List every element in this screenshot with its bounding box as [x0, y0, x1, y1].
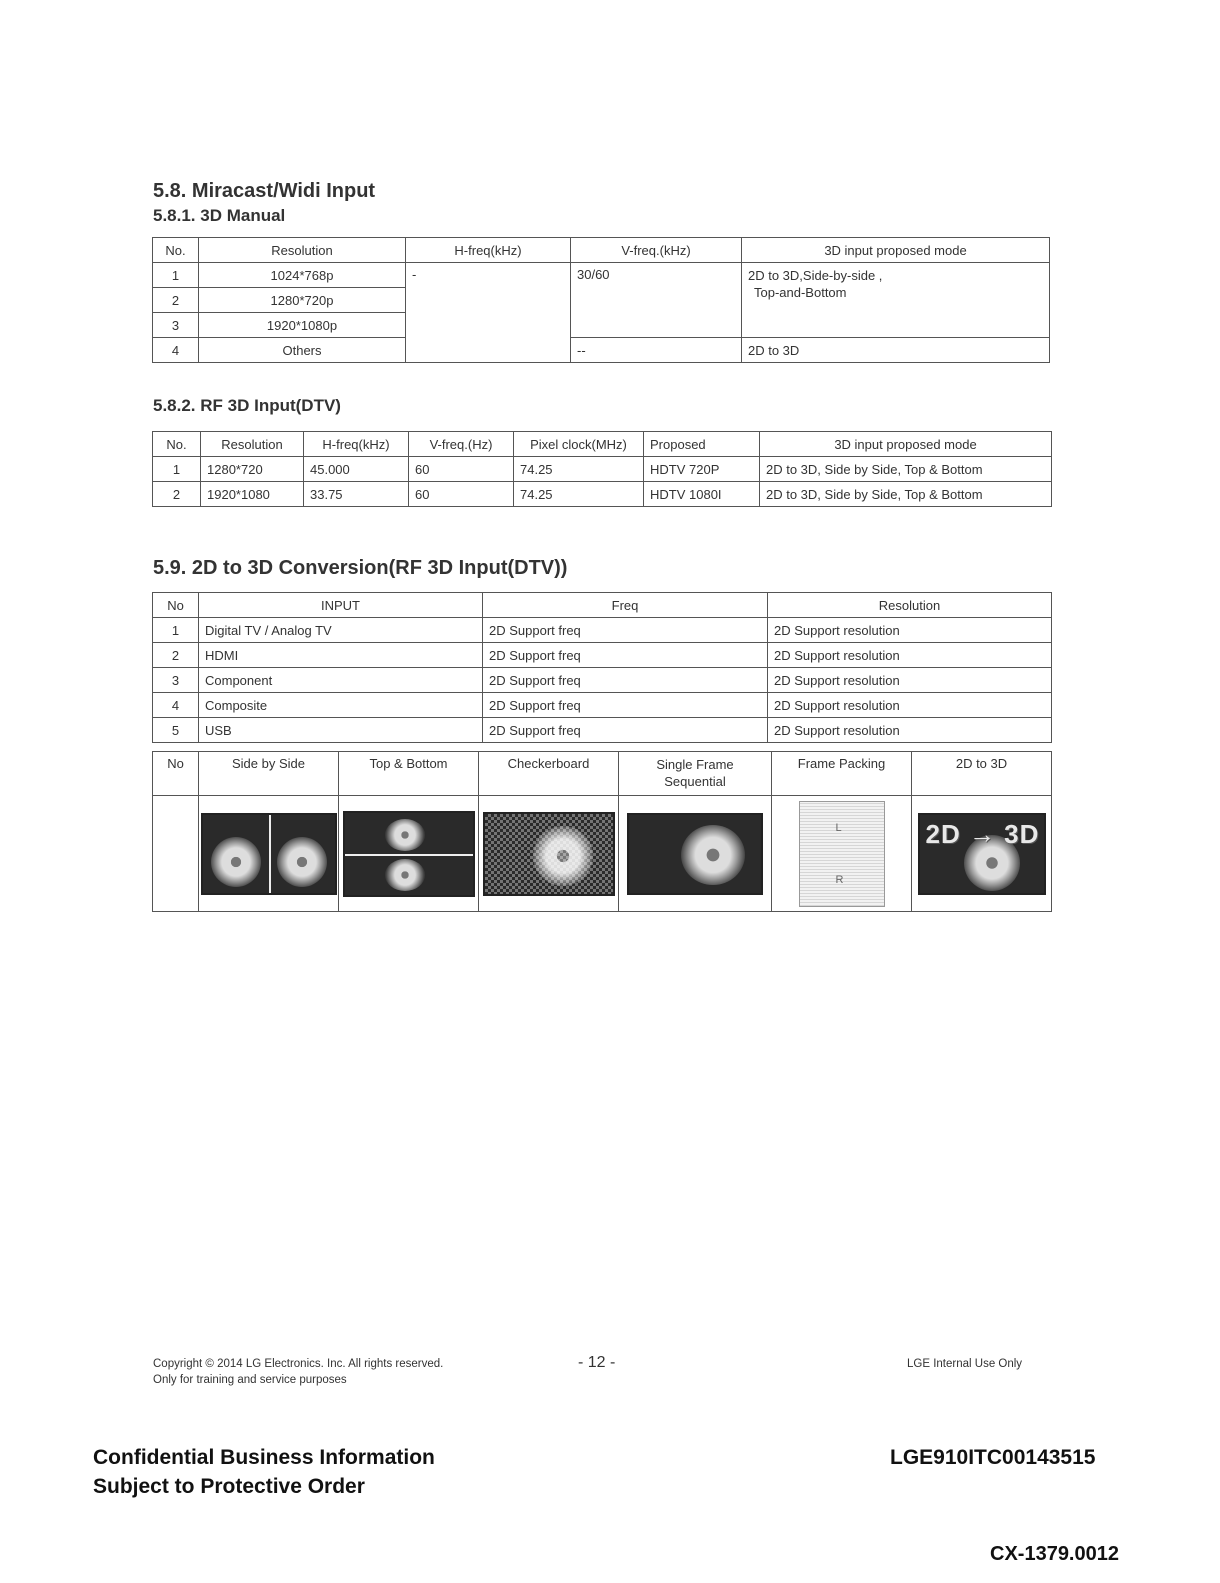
header-cell: 3D input proposed mode: [760, 432, 1052, 457]
frame-packing-left-label: L: [835, 821, 842, 834]
cell-resolution: 2D Support resolution: [768, 668, 1052, 693]
cell-pixel-clock: 74.25: [514, 482, 644, 507]
header-cell: Top & Bottom: [339, 752, 479, 796]
table-row: [153, 457, 1052, 482]
cell-resolution: 2D Support resolution: [768, 618, 1052, 643]
checkerboard-image: [483, 812, 615, 896]
cell-mode: 2D to 3D, Side by Side, Top & Bottom: [760, 457, 1052, 482]
frame-packing-image: [799, 801, 885, 907]
table-row: [153, 643, 1052, 668]
cell-mode: 2D to 3D: [742, 338, 1050, 363]
header-cell: V-freq.(kHz): [571, 238, 742, 263]
table-3d-manual: [152, 237, 1050, 363]
subsection-title-5-8-2: 5.8.2. RF 3D Input(DTV): [153, 396, 341, 415]
cell-resolution: 1280*720: [201, 457, 304, 482]
cell-freq: 2D Support freq: [483, 618, 768, 643]
cell-no: 1: [153, 457, 201, 482]
cell-single-frame: [619, 796, 772, 912]
table-row: [153, 796, 1052, 912]
cell-resolution: 1024*768p: [199, 263, 406, 288]
table-header-row: [153, 432, 1052, 457]
cell-no: 3: [153, 313, 199, 338]
cell-resolution: 2D Support resolution: [768, 643, 1052, 668]
cell-vfreq: 60: [409, 457, 514, 482]
header-cell: [619, 752, 772, 796]
table-rf-3d-input: [152, 431, 1052, 507]
cell-frame-packing: [772, 796, 912, 912]
header-cell: No: [153, 593, 199, 618]
cell-no: 1: [153, 618, 199, 643]
cell-no: 2: [153, 482, 201, 507]
bates-number: LGE910ITC00143515: [890, 1446, 1096, 1469]
header-line-1: Single Frame: [656, 757, 734, 772]
2d-to-3d-image: [918, 813, 1046, 895]
cell-input: USB: [199, 718, 483, 743]
cell-input: Composite: [199, 693, 483, 718]
cell-input: HDMI: [199, 643, 483, 668]
cell-mode: [742, 263, 1050, 338]
table-3d-formats: [152, 751, 1052, 912]
subsection-title-5-8-1: 5.8.1. 3D Manual: [153, 206, 286, 225]
header-cell: Resolution: [768, 593, 1052, 618]
table-row: [153, 618, 1052, 643]
cell-hfreq: 45.000: [304, 457, 409, 482]
mode-line-2: Top-and-Bottom: [754, 285, 847, 300]
cell-no: 3: [153, 668, 199, 693]
cell-no: 1: [153, 263, 199, 288]
cell-no: 4: [153, 338, 199, 363]
cell-proposed: HDTV 1080I: [644, 482, 760, 507]
section-title-5-9: 5.9. 2D to 3D Conversion(RF 3D Input(DTV)): [153, 557, 568, 579]
copyright-line: Copyright © 2014 LG Electronics. Inc. All rights reserved.: [153, 1358, 444, 1370]
cell-no: 4: [153, 693, 199, 718]
purpose-line: Only for training and service purposes: [153, 1374, 347, 1386]
header-cell: 2D to 3D: [912, 752, 1052, 796]
cell-input: Digital TV / Analog TV: [199, 618, 483, 643]
header-cell: INPUT: [199, 593, 483, 618]
cell-freq: 2D Support freq: [483, 643, 768, 668]
cell-mode: 2D to 3D, Side by Side, Top & Bottom: [760, 482, 1052, 507]
table-header-row: [153, 752, 1052, 796]
cell-2d-to-3d: [912, 796, 1052, 912]
cell-top-bottom: [339, 796, 479, 912]
cell-no: 2: [153, 643, 199, 668]
header-cell: No: [153, 752, 199, 796]
cell-no: 2: [153, 288, 199, 313]
2d-to-3d-banner: 2D → 3D: [925, 818, 1040, 849]
cell-vfreq: 30/60: [571, 263, 742, 338]
header-cell: Freq: [483, 593, 768, 618]
footer-internal-use: LGE Internal Use Only: [907, 1358, 1023, 1370]
header-cell: Pixel clock(MHz): [514, 432, 644, 457]
cell-freq: 2D Support freq: [483, 693, 768, 718]
mode-line-1: 2D to 3D,Side-by-side ,: [748, 268, 883, 283]
header-cell: Frame Packing: [772, 752, 912, 796]
cell-hfreq: -: [406, 263, 571, 363]
section-title-5-8: 5.8. Miracast/Widi Input: [153, 180, 376, 202]
side-by-side-image: [201, 813, 337, 895]
cell-no: 5: [153, 718, 199, 743]
table-row: [153, 693, 1052, 718]
cell-resolution: 1920*1080p: [199, 313, 406, 338]
table-row: [153, 482, 1052, 507]
cell-proposed: HDTV 720P: [644, 457, 760, 482]
page-number: - 12 -: [578, 1354, 616, 1371]
confidential-line-2: Subject to Protective Order: [93, 1475, 365, 1498]
cell-resolution: 2D Support resolution: [768, 718, 1052, 743]
footer-copyright: [153, 1356, 443, 1388]
cell-vfreq: --: [571, 338, 742, 363]
table-header-row: [153, 593, 1052, 618]
table-row: [153, 263, 1050, 288]
cell-pixel-clock: 74.25: [514, 457, 644, 482]
frame-packing-right-label: R: [835, 873, 844, 886]
header-cell: No.: [153, 238, 199, 263]
cell-freq: 2D Support freq: [483, 668, 768, 693]
confidential-line-1: Confidential Business Information: [93, 1446, 435, 1469]
header-cell: H-freq(kHz): [406, 238, 571, 263]
header-cell: No.: [153, 432, 201, 457]
cell-resolution: 1920*1080: [201, 482, 304, 507]
cell-side-by-side: [199, 796, 339, 912]
single-frame-image: [627, 813, 763, 895]
table-header-row: [153, 238, 1050, 263]
header-cell: 3D input proposed mode: [742, 238, 1050, 263]
header-cell: Resolution: [199, 238, 406, 263]
header-cell: Checkerboard: [479, 752, 619, 796]
header-cell: H-freq(kHz): [304, 432, 409, 457]
top-bottom-image: [343, 811, 475, 897]
header-cell: Proposed: [644, 432, 760, 457]
cell-resolution: Others: [199, 338, 406, 363]
cell-hfreq: 33.75: [304, 482, 409, 507]
header-cell: Resolution: [201, 432, 304, 457]
cell-no: [153, 796, 199, 912]
cell-vfreq: 60: [409, 482, 514, 507]
header-cell: Side by Side: [199, 752, 339, 796]
cell-freq: 2D Support freq: [483, 718, 768, 743]
cell-resolution: 2D Support resolution: [768, 693, 1052, 718]
cell-input: Component: [199, 668, 483, 693]
table-2d-3d-conversion: [152, 592, 1052, 743]
confidential-notice: [93, 1443, 435, 1501]
header-line-2: Sequential: [664, 774, 726, 789]
table-row: [153, 668, 1052, 693]
header-cell: V-freq.(Hz): [409, 432, 514, 457]
table-row: [153, 718, 1052, 743]
table-row: [153, 338, 1050, 363]
cell-resolution: 1280*720p: [199, 288, 406, 313]
exhibit-number: CX-1379.0012: [990, 1543, 1119, 1565]
cell-checkerboard: [479, 796, 619, 912]
